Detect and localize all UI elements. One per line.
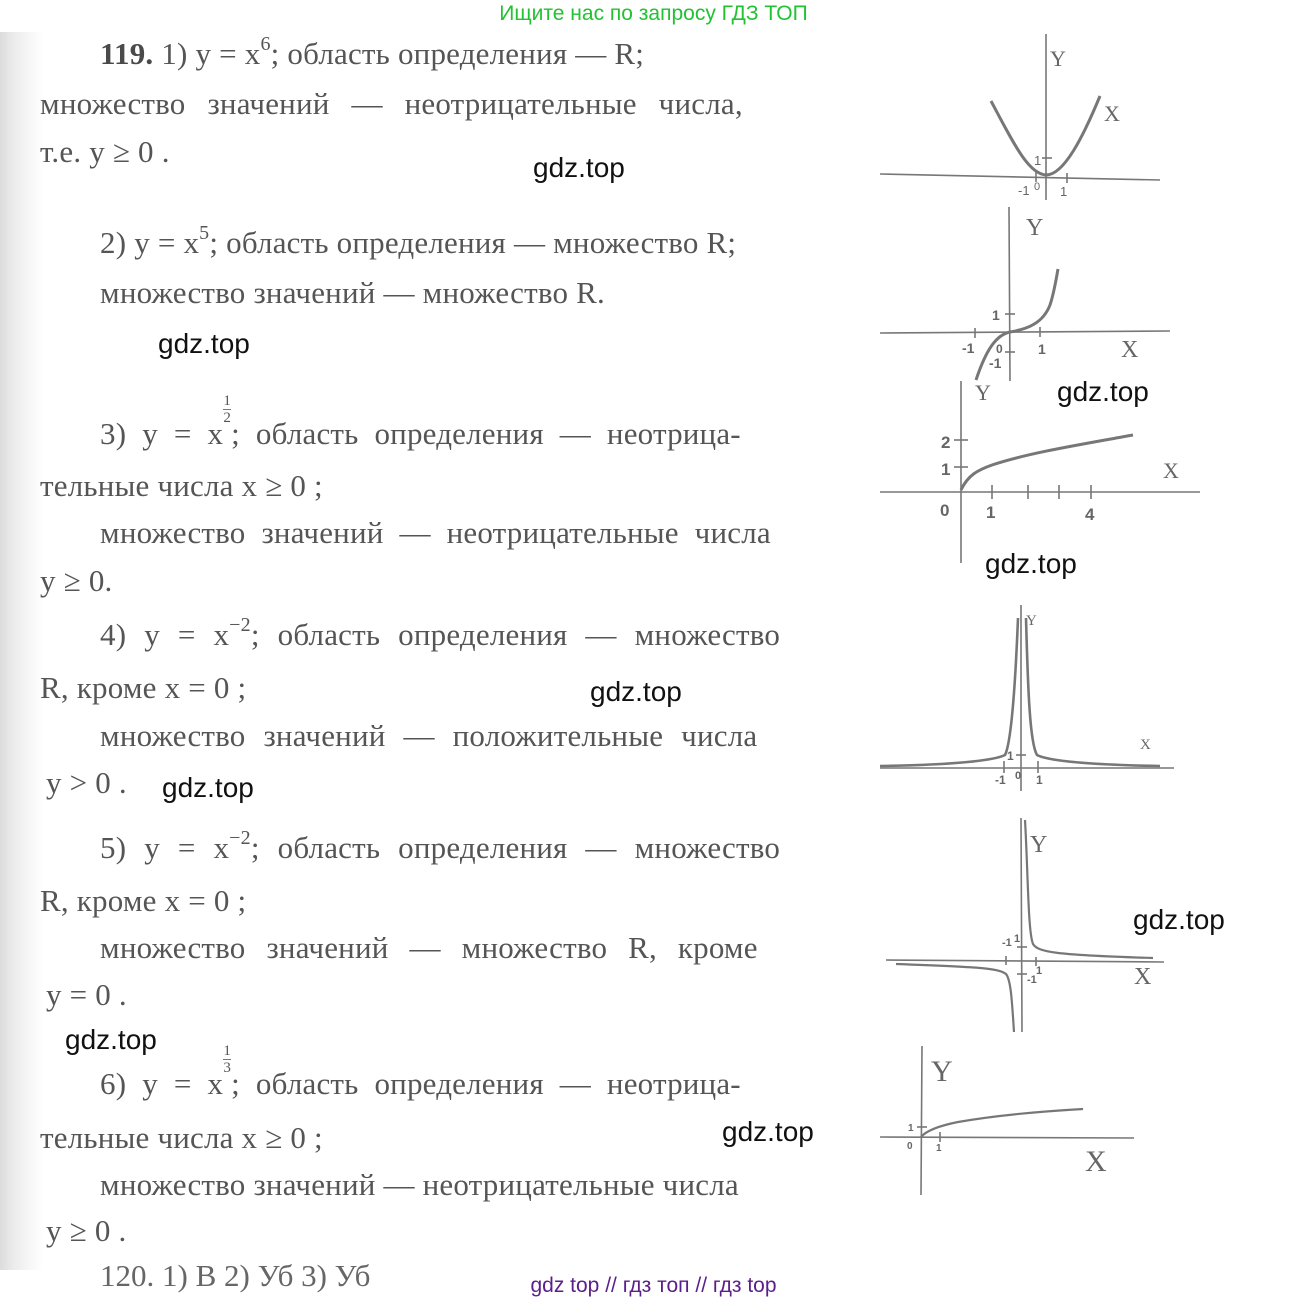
svg-text:-1: -1	[1027, 974, 1037, 986]
svg-text:Y: Y	[1050, 46, 1066, 71]
svg-text:X: X	[1140, 737, 1151, 753]
svg-text:Y: Y	[1030, 832, 1048, 858]
svg-text:0: 0	[996, 342, 1003, 356]
item-6-line-3: множество значений — неотрицательные числа	[100, 1167, 739, 1202]
watermark: gdz.top	[722, 1116, 814, 1147]
watermark: gdz.top	[590, 676, 682, 707]
fraction-exponent: $\frac{1}{2}$	[223, 393, 232, 426]
svg-text:1: 1	[936, 1143, 942, 1154]
svg-text:1: 1	[1014, 933, 1021, 945]
watermark: gdz.top	[65, 1024, 157, 1055]
item-2-line-1: 2) $y = x^5$; область определения — множество R;	[100, 222, 737, 260]
fraction-exponent: $\frac{1}{3}$	[223, 1043, 232, 1076]
svg-text:1: 1	[1038, 341, 1046, 357]
formula: y = x	[144, 617, 230, 652]
svg-text:4: 4	[1085, 505, 1095, 524]
graph-sqrt	[878, 375, 1208, 570]
svg-text:1: 1	[1036, 773, 1043, 787]
svg-text:X: X	[1085, 1145, 1107, 1178]
svg-text:0: 0	[1034, 181, 1041, 193]
exponent: 5	[199, 222, 210, 244]
item-3-line-3: множество значений — неотрицательные числа	[100, 515, 771, 550]
svg-text:1: 1	[941, 460, 951, 479]
svg-text:2: 2	[941, 433, 951, 452]
watermark: gdz.top	[1057, 376, 1149, 407]
graph-x6	[878, 32, 1168, 202]
search-banner: Ищите нас по запросу ГДЗ ТОП	[499, 2, 808, 25]
item-3-line-4: y ≥ 0.	[40, 563, 113, 598]
item-1-line-3: т.е. y ≥ 0 .	[40, 134, 170, 169]
svg-text:-1: -1	[989, 355, 1002, 371]
graph-x5	[878, 205, 1178, 385]
svg-text:Y: Y	[1026, 613, 1037, 629]
item-1-line-2: множество значений — неотрицательные числа,	[40, 86, 743, 121]
exponent: −2	[229, 614, 251, 636]
item-4-line-1: 4) $y = x^{-2}$; область определения — множество	[100, 614, 781, 652]
svg-text:X: X	[1163, 458, 1179, 483]
item-5-line-2: R, кроме x = 0 ;	[40, 883, 247, 918]
item-4-line-3: множество значений — положительные числа	[100, 718, 758, 753]
svg-text:0: 0	[1015, 770, 1022, 782]
svg-text:Y: Y	[975, 380, 991, 405]
watermark: gdz.top	[158, 328, 250, 359]
svg-text:1: 1	[908, 1123, 914, 1134]
problem-number: 119.	[100, 36, 154, 71]
tick-1-y: 1	[1034, 153, 1042, 168]
item-5-line-1: 5) $y = x^{-2}$; область определения — множество	[100, 827, 781, 865]
svg-text:1: 1	[992, 307, 1000, 323]
svg-text:1: 1	[1007, 749, 1014, 763]
item-6-line-4: y ≥ 0 .	[46, 1213, 127, 1248]
formula: y = x	[195, 36, 261, 71]
svg-text:1: 1	[986, 503, 996, 522]
item-2-line-2: множество значений — множество R.	[100, 275, 605, 310]
svg-text:0: 0	[907, 1141, 913, 1152]
watermark: gdz.top	[533, 152, 625, 183]
svg-text:-1: -1	[962, 340, 975, 356]
formula: y = x	[134, 225, 200, 260]
svg-text:-1: -1	[1002, 937, 1012, 949]
watermark: gdz.top	[1133, 904, 1225, 935]
svg-text:Y: Y	[1026, 215, 1044, 241]
item-6-line-2: тельные числа x ≥ 0 ;	[40, 1120, 323, 1155]
svg-text:-1: -1	[1018, 183, 1030, 198]
svg-text:Y: Y	[931, 1055, 953, 1088]
next-problem-cutoff: 120. 1) В 2) Уб 3) Уб	[100, 1258, 371, 1293]
svg-text:X: X	[1121, 337, 1139, 363]
item-5-line-3: множество значений — множество R, кроме	[100, 930, 758, 965]
svg-text:1: 1	[1060, 184, 1068, 199]
svg-text:-1: -1	[995, 773, 1006, 787]
formula: y = x	[142, 416, 224, 451]
svg-text:0: 0	[940, 501, 950, 520]
item-4-line-4: y > 0 .	[46, 765, 127, 800]
exponent: −2	[229, 827, 251, 849]
item-3-line-2: тельные числа x ≥ 0 ;	[40, 468, 323, 503]
footer-watermark: gdz top // гдз топ // гдз top	[530, 1274, 777, 1297]
item-1-line-1: 119. 1) $y = x^6$; область определения — R;	[100, 33, 645, 71]
watermark: gdz.top	[162, 772, 254, 803]
graph-x-neg2	[878, 603, 1178, 793]
item-4-line-2: R, кроме x = 0 ;	[40, 670, 247, 705]
exponent: 6	[260, 33, 271, 55]
graph-cbrt	[878, 1043, 1148, 1203]
svg-text:X: X	[1134, 964, 1152, 990]
item-5-line-4: y = 0 .	[46, 977, 127, 1012]
svg-text:X: X	[1104, 101, 1120, 126]
formula: y = x	[144, 830, 230, 865]
item-3-line-1: 3) y = x $\frac{1}{2}$ ; область определения — неотрица-	[100, 393, 741, 451]
watermark: gdz.top	[985, 548, 1077, 579]
formula: y = x	[142, 1066, 224, 1101]
svg-text:1: 1	[1036, 965, 1043, 977]
item-6-line-1: 6) y = x $\frac{1}{3}$ ; область определения — неотрица-	[100, 1043, 741, 1101]
